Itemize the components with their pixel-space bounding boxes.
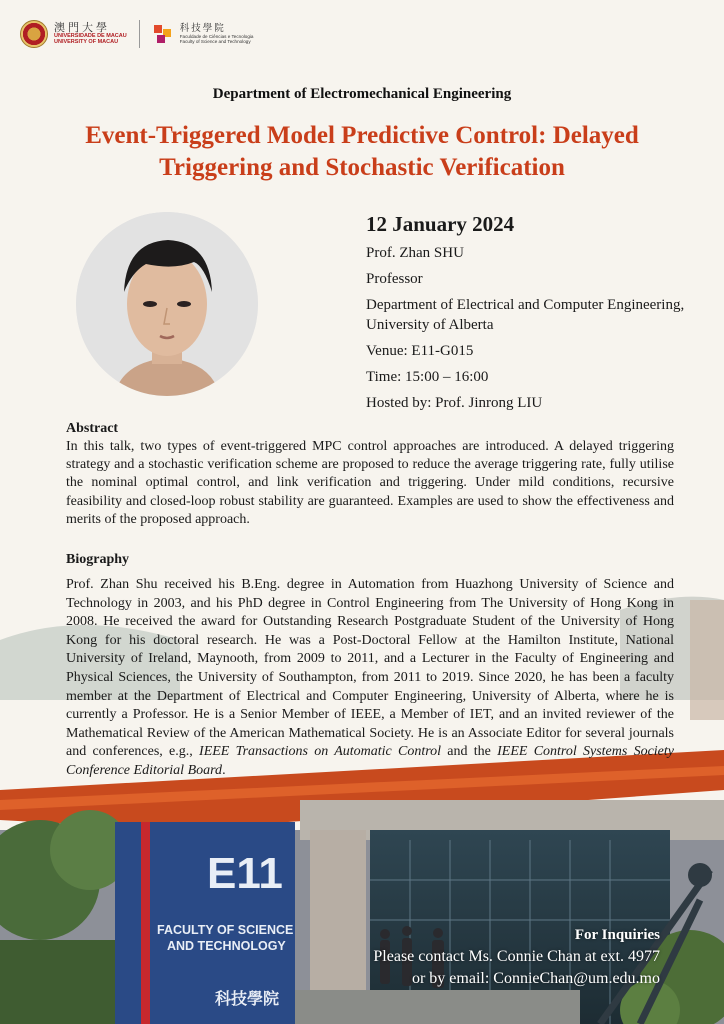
inquiries-email[interactable]: or by email: ConnieChan@um.edu.mo bbox=[411, 970, 660, 987]
biography-text bbox=[66, 576, 674, 781]
um-name-pt: UNIVERSIDADE DE MACAU bbox=[54, 33, 127, 39]
biography-heading: Biography bbox=[66, 552, 130, 567]
building-name-line2: AND TECHNOLOGY bbox=[167, 939, 286, 953]
biography-journal1: IEEE Transactions on Automatic Control bbox=[199, 744, 442, 760]
speaker-portrait-icon bbox=[76, 212, 258, 396]
event-date: 12 January 2024 bbox=[366, 212, 515, 236]
building-name-cn: 科技學院 bbox=[215, 989, 280, 1008]
speaker-name: Prof. Zhan SHU bbox=[366, 245, 464, 261]
biography-main: Prof. Zhan Shu received his B.Eng. degree in Automation from Huazhong University of Science and Technology in 2003, and his PhD degree in Control Engineering from The University of Hong Kong in 2008. He received the award for Outstanding Research Postgraduate Student of the University of Hong Kong for his doctoral research. He was a Post-Doctoral Fellow at the Hamilton Institute, National University of Ireland, Maynooth, from 2009 to 2011, and a Lecturer in the Faculty of Engineering and Physical Sciences, the University of Southampton, from 2011 to 2019. Since 2020, he has been a faculty member at the Department of Electrical and Computer Engineering, University of Alberta, where he is currently a Professor. He is a Senior Member of IEEE, a Member of IET, and an invited reviewer of the Mathematical Review of the American Mathematical Society. He is an Associate Editor for several journals and conferences, e.g., bbox=[66, 577, 674, 760]
talk-title-line1: Event-Triggered Model Predictive Control: Delayed bbox=[85, 122, 639, 149]
department-name: Department of Electromechanical Engineering bbox=[212, 86, 512, 102]
abstract-heading: Abstract bbox=[66, 421, 119, 436]
um-name-en: UNIVERSITY OF MACAU bbox=[54, 38, 119, 45]
speaker-position: Professor bbox=[366, 271, 423, 287]
biography-end: . bbox=[222, 762, 226, 778]
event-host: Hosted by: Prof. Jinrong LIU bbox=[366, 395, 543, 411]
biography-journal2: IEEE Control Systems Society Conference Editorial Board bbox=[66, 744, 674, 778]
fst-name-pt: Faculdade de Ciências e Tecnologia bbox=[179, 34, 254, 40]
talk-title bbox=[40, 120, 684, 184]
event-venue: Venue: E11-G015 bbox=[366, 343, 474, 359]
um-seal-icon bbox=[20, 20, 48, 48]
header-logos bbox=[20, 18, 253, 50]
inquiries bbox=[373, 924, 660, 990]
building-code: E11 bbox=[207, 849, 283, 898]
header-divider bbox=[139, 20, 140, 48]
fst-mark-icon bbox=[152, 23, 174, 45]
event-info bbox=[366, 212, 696, 419]
fst-name-cn: 科技學院 bbox=[179, 22, 226, 34]
talk-title-line2: Triggering and Stochastic Verification bbox=[159, 154, 565, 181]
biography-and: and the bbox=[441, 744, 498, 760]
um-name-cn: 澳門大學 bbox=[54, 21, 110, 35]
building-name-line1: FACULTY OF SCIENCE bbox=[157, 923, 294, 937]
event-time: Time: 15:00 – 16:00 bbox=[366, 369, 489, 385]
fst-logo bbox=[152, 23, 254, 45]
speaker-affiliation: Department of Electrical and Computer Engineering, University of Alberta bbox=[366, 297, 685, 333]
fst-name-en: Faculty of Science and Technology bbox=[179, 39, 251, 45]
um-logo bbox=[20, 20, 127, 48]
abstract-text: In this talk, two types of event-triggered MPC control approaches are introduced. A delayed triggering strategy and a stochastic verification scheme are proposed to reduce the average triggering rate, fully utilise the nominal optimal control, and link verification and triggering. Under mild conditions, recursive feasibility and closed-loop robust stability are guaranteed. Examples are used to show the effectiveness and merits of the proposed approach. bbox=[66, 439, 674, 527]
speaker-photo bbox=[76, 212, 258, 396]
building-sign bbox=[115, 822, 295, 1024]
inquiries-heading: For Inquiries bbox=[574, 927, 660, 943]
inquiries-contact: Please contact Ms. Connie Chan at ext. 4977 bbox=[373, 948, 660, 965]
